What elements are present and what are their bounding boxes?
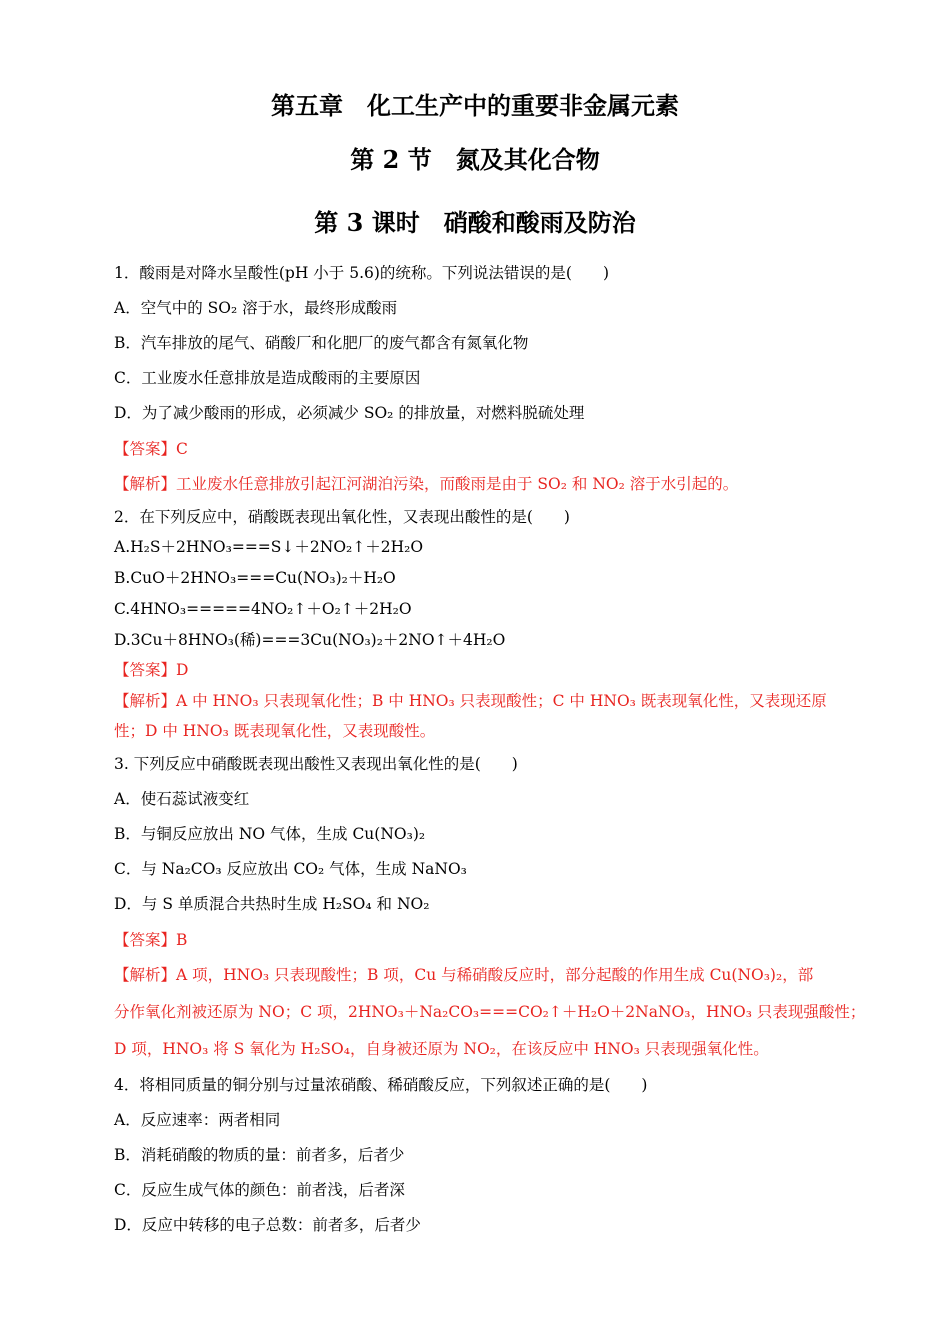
q2-option-b: B.CuO＋2HNO₃===Cu(NO₃)₂＋H₂O [114,569,396,587]
q3-option-c: C．与 Na₂CO₃ 反应放出 CO₂ 气体，生成 NaNO₃ [114,860,467,878]
q1-stem: 1．酸雨是对降水呈酸性(pH 小于 5.6)的统称。下列说法错误的是( ) [114,264,609,282]
q1-option-d: D．为了减少酸雨的形成，必须减少 SO₂ 的排放量，对燃料脱硫处理 [114,404,585,422]
q1-answer: 【答案】C [114,440,188,458]
q4-option-b: B．消耗硝酸的物质的量：前者多，后者少 [114,1146,405,1164]
lesson-title: 第 3 课时 硝酸和酸雨及防治 [314,208,636,237]
q3-answer: 【答案】B [114,931,188,949]
q3-analysis-line-2: 分作氧化剂被还原为 NO；C 项，2HNO₃＋Na₂CO₃===CO₂↑＋H₂O＋2NaNO₃，HNO₃ 只表现强酸性； [114,1003,866,1021]
q4-stem: 4．将相同质量的铜分别与过量浓硝酸、稀硝酸反应，下列叙述正确的是( ) [114,1076,648,1094]
q3-option-a: A．使石蕊试液变红 [114,790,250,808]
q3-analysis-line-3: D 项，HNO₃ 将 S 氧化为 H₂SO₄，自身被还原为 NO₂，在该反应中 HNO₃ 只表现强氧化性。 [114,1040,769,1058]
q2-stem: 2．在下列反应中，硝酸既表现出氧化性，又表现出酸性的是( ) [114,508,570,526]
q3-option-b: B．与铜反应放出 NO 气体，生成 Cu(NO₃)₂ [114,825,426,843]
section-title: 第 2 节 氮及其化合物 [350,145,600,174]
q3-stem: 3. 下列反应中硝酸既表现出酸性又表现出氧化性的是( ) [114,755,518,773]
q2-analysis-line-1: 【解析】A 中 HNO₃ 只表现氧化性；B 中 HNO₃ 只表现酸性；C 中 HNO₃ 既表现氧化性，又表现还原 [114,692,827,710]
q2-analysis-line-2: 性；D 中 HNO₃ 既表现氧化性，又表现酸性。 [114,722,436,740]
q3-analysis-line-1: 【解析】A 项，HNO₃ 只表现酸性；B 项，Cu 与稀硝酸反应时，部分起酸的作用生成 Cu(NO₃)₂，部 [114,966,814,984]
q2-answer: 【答案】D [114,661,189,679]
q4-option-a: A．反应速率：两者相同 [114,1111,281,1129]
q2-option-d: D.3Cu＋8HNO₃(稀)===3Cu(NO₃)₂＋2NO↑＋4H₂O [114,631,506,649]
q2-option-a: A.H₂S＋2HNO₃===S↓＋2NO₂↑＋2H₂O [114,538,424,556]
q2-option-c: C.4HNO₃=====4NO₂↑＋O₂↑＋2H₂O [114,600,412,618]
chapter-title: 第五章 化工生产中的重要非金属元素 [271,91,679,120]
q1-option-a: A．空气中的 SO₂ 溶于水，最终形成酸雨 [114,299,398,317]
q4-option-d: D．反应中转移的电子总数：前者多，后者少 [114,1216,421,1234]
q1-option-c: C．工业废水任意排放是造成酸雨的主要原因 [114,369,421,387]
q4-option-c: C．反应生成气体的颜色：前者浅，后者深 [114,1181,405,1199]
q1-analysis: 【解析】工业废水任意排放引起江河湖泊污染，而酸雨是由于 SO₂ 和 NO₂ 溶于水引起的。 [114,475,739,493]
q3-option-d: D．与 S 单质混合共热时生成 H₂SO₄ 和 NO₂ [114,895,430,913]
q1-option-b: B．汽车排放的尾气、硝酸厂和化肥厂的废气都含有氮氧化物 [114,334,529,352]
